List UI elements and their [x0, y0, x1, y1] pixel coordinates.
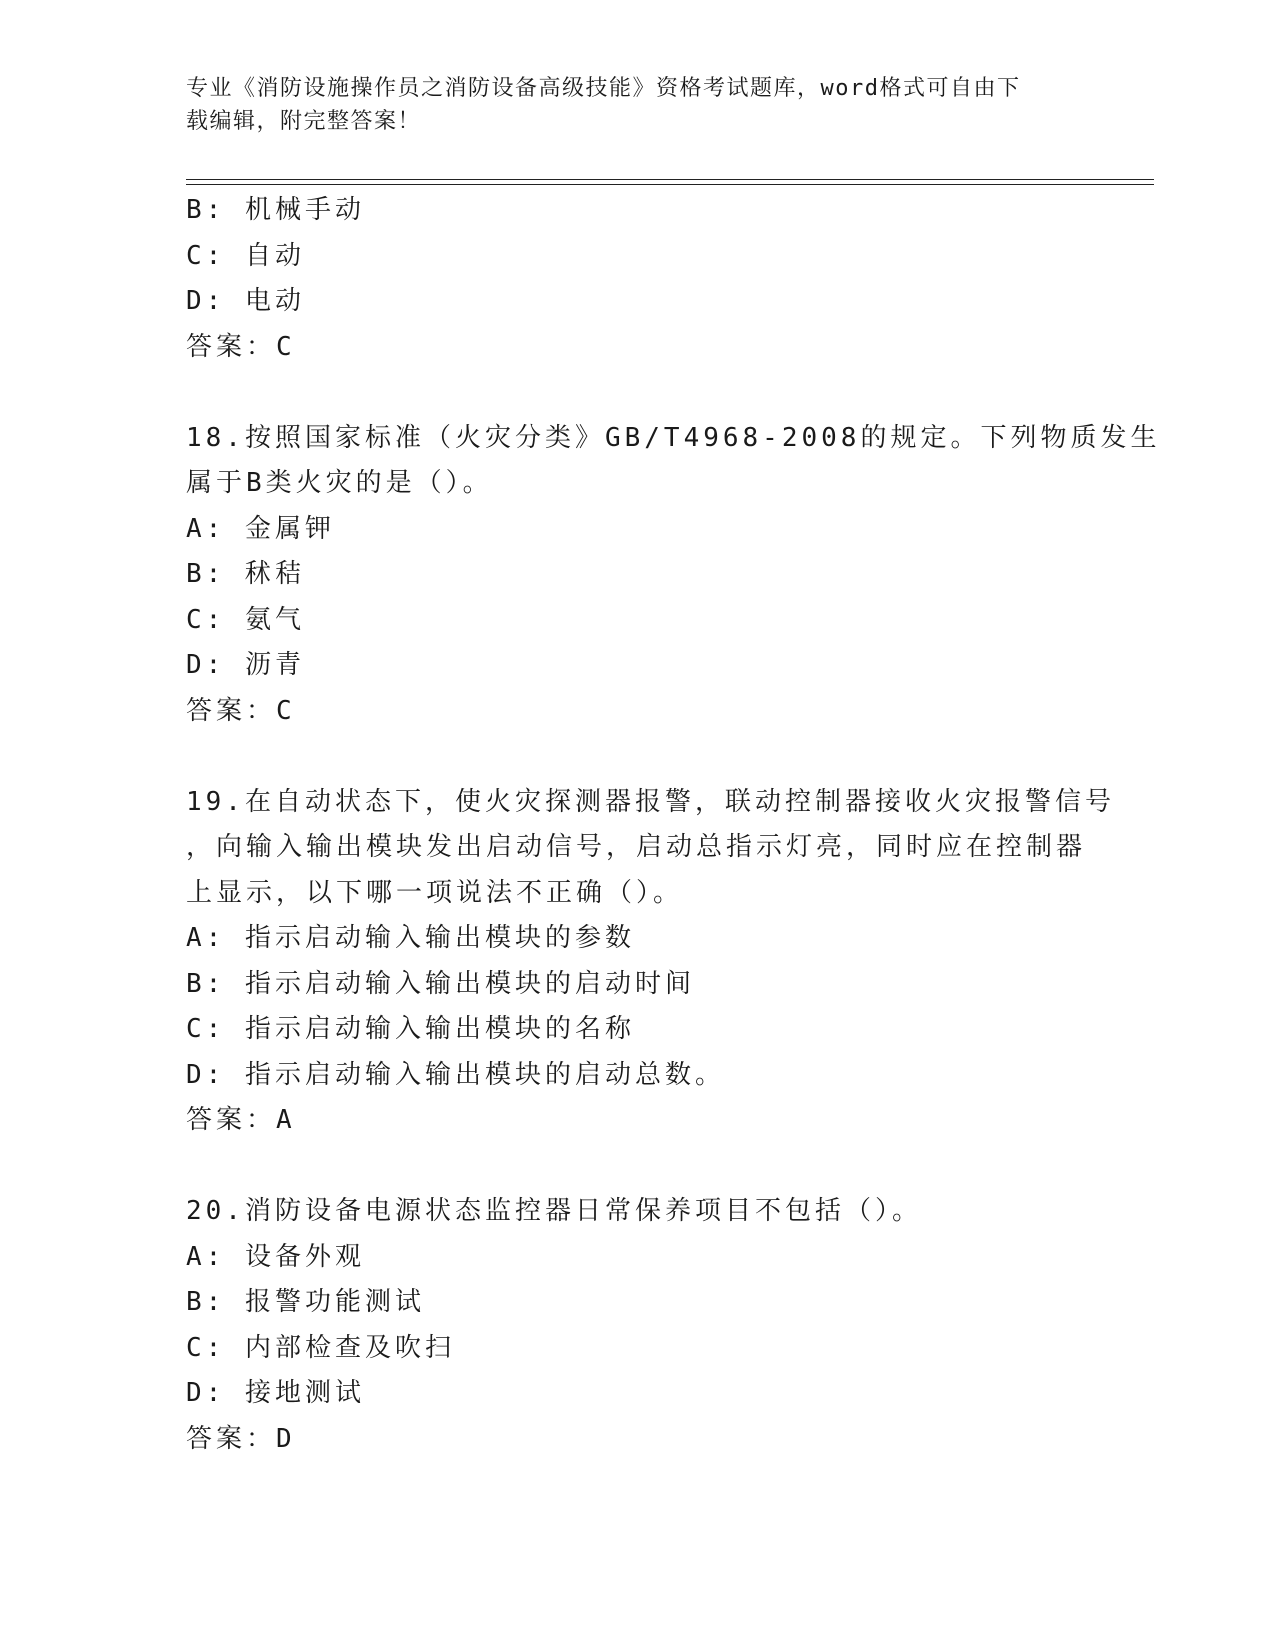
- question-text: ，向输入输出模块发出启动信号，启动总指示灯亮，同时应在控制器: [186, 832, 1087, 862]
- option-a: A: 设备外观: [186, 1241, 365, 1272]
- option-c: C: 自动: [186, 240, 305, 271]
- option-a: A: 指示启动输入输出模块的参数: [186, 923, 635, 953]
- header-line-2: 载编辑，附完整答案！: [186, 109, 422, 134]
- question-19: [186, 780, 1115, 1144]
- option-d: D: 接地测试: [186, 1378, 365, 1408]
- answer-line: 答案：A: [186, 1105, 292, 1135]
- question-20: [186, 1189, 1086, 1462]
- option-b: B: 秫秸: [186, 559, 305, 589]
- question-text: 19.在自动状态下，使火灾探测器报警，联动控制器接收火灾报警信号: [186, 786, 1115, 817]
- question-text: 18.按照国家标准（火灾分类》GB/T4968-2008的规定。下列物质发生: [186, 422, 1161, 453]
- question-text: 20.消防设备电源状态监控器日常保养项目不包括（）。: [186, 1196, 922, 1226]
- option-a: A: 金属钾: [186, 513, 335, 544]
- question-text: 属于B类火灾的是（）。: [186, 468, 493, 498]
- option-b: B: 指示启动输入输出模块的启动时间: [186, 968, 695, 999]
- option-c: C: 内部检查及吹扫: [186, 1332, 455, 1363]
- header-rule-top: [186, 179, 1154, 180]
- spacer: [186, 1144, 1086, 1190]
- option-b: B: 机械手动: [186, 195, 365, 225]
- question-list: [186, 188, 1161, 1462]
- page-header: [186, 72, 1066, 138]
- option-c: C: 指示启动输入输出模块的名称: [186, 1014, 635, 1044]
- option-b: B: 报警功能测试: [186, 1287, 425, 1317]
- question-text: 上显示，以下哪一项说法不正确（）。: [186, 877, 684, 908]
- header-line-1: 专业《消防设施操作员之消防设备高级技能》资格考试题库，word格式可自由下: [186, 76, 1021, 101]
- answer-line: 答案：C: [186, 331, 292, 362]
- spacer: [186, 370, 1086, 416]
- answer-line: 答案：D: [186, 1423, 292, 1454]
- option-d: D: 电动: [186, 286, 305, 316]
- header-rule-bottom: [186, 184, 1154, 185]
- option-d: D: 指示启动输入输出模块的启动总数。: [186, 1059, 725, 1090]
- option-d: D: 沥青: [186, 650, 305, 680]
- option-c: C: 氨气: [186, 604, 305, 635]
- answer-line: 答案：C: [186, 695, 292, 726]
- question-18: [186, 416, 1161, 735]
- question-17-continued: [186, 188, 1086, 370]
- spacer: [186, 734, 1086, 780]
